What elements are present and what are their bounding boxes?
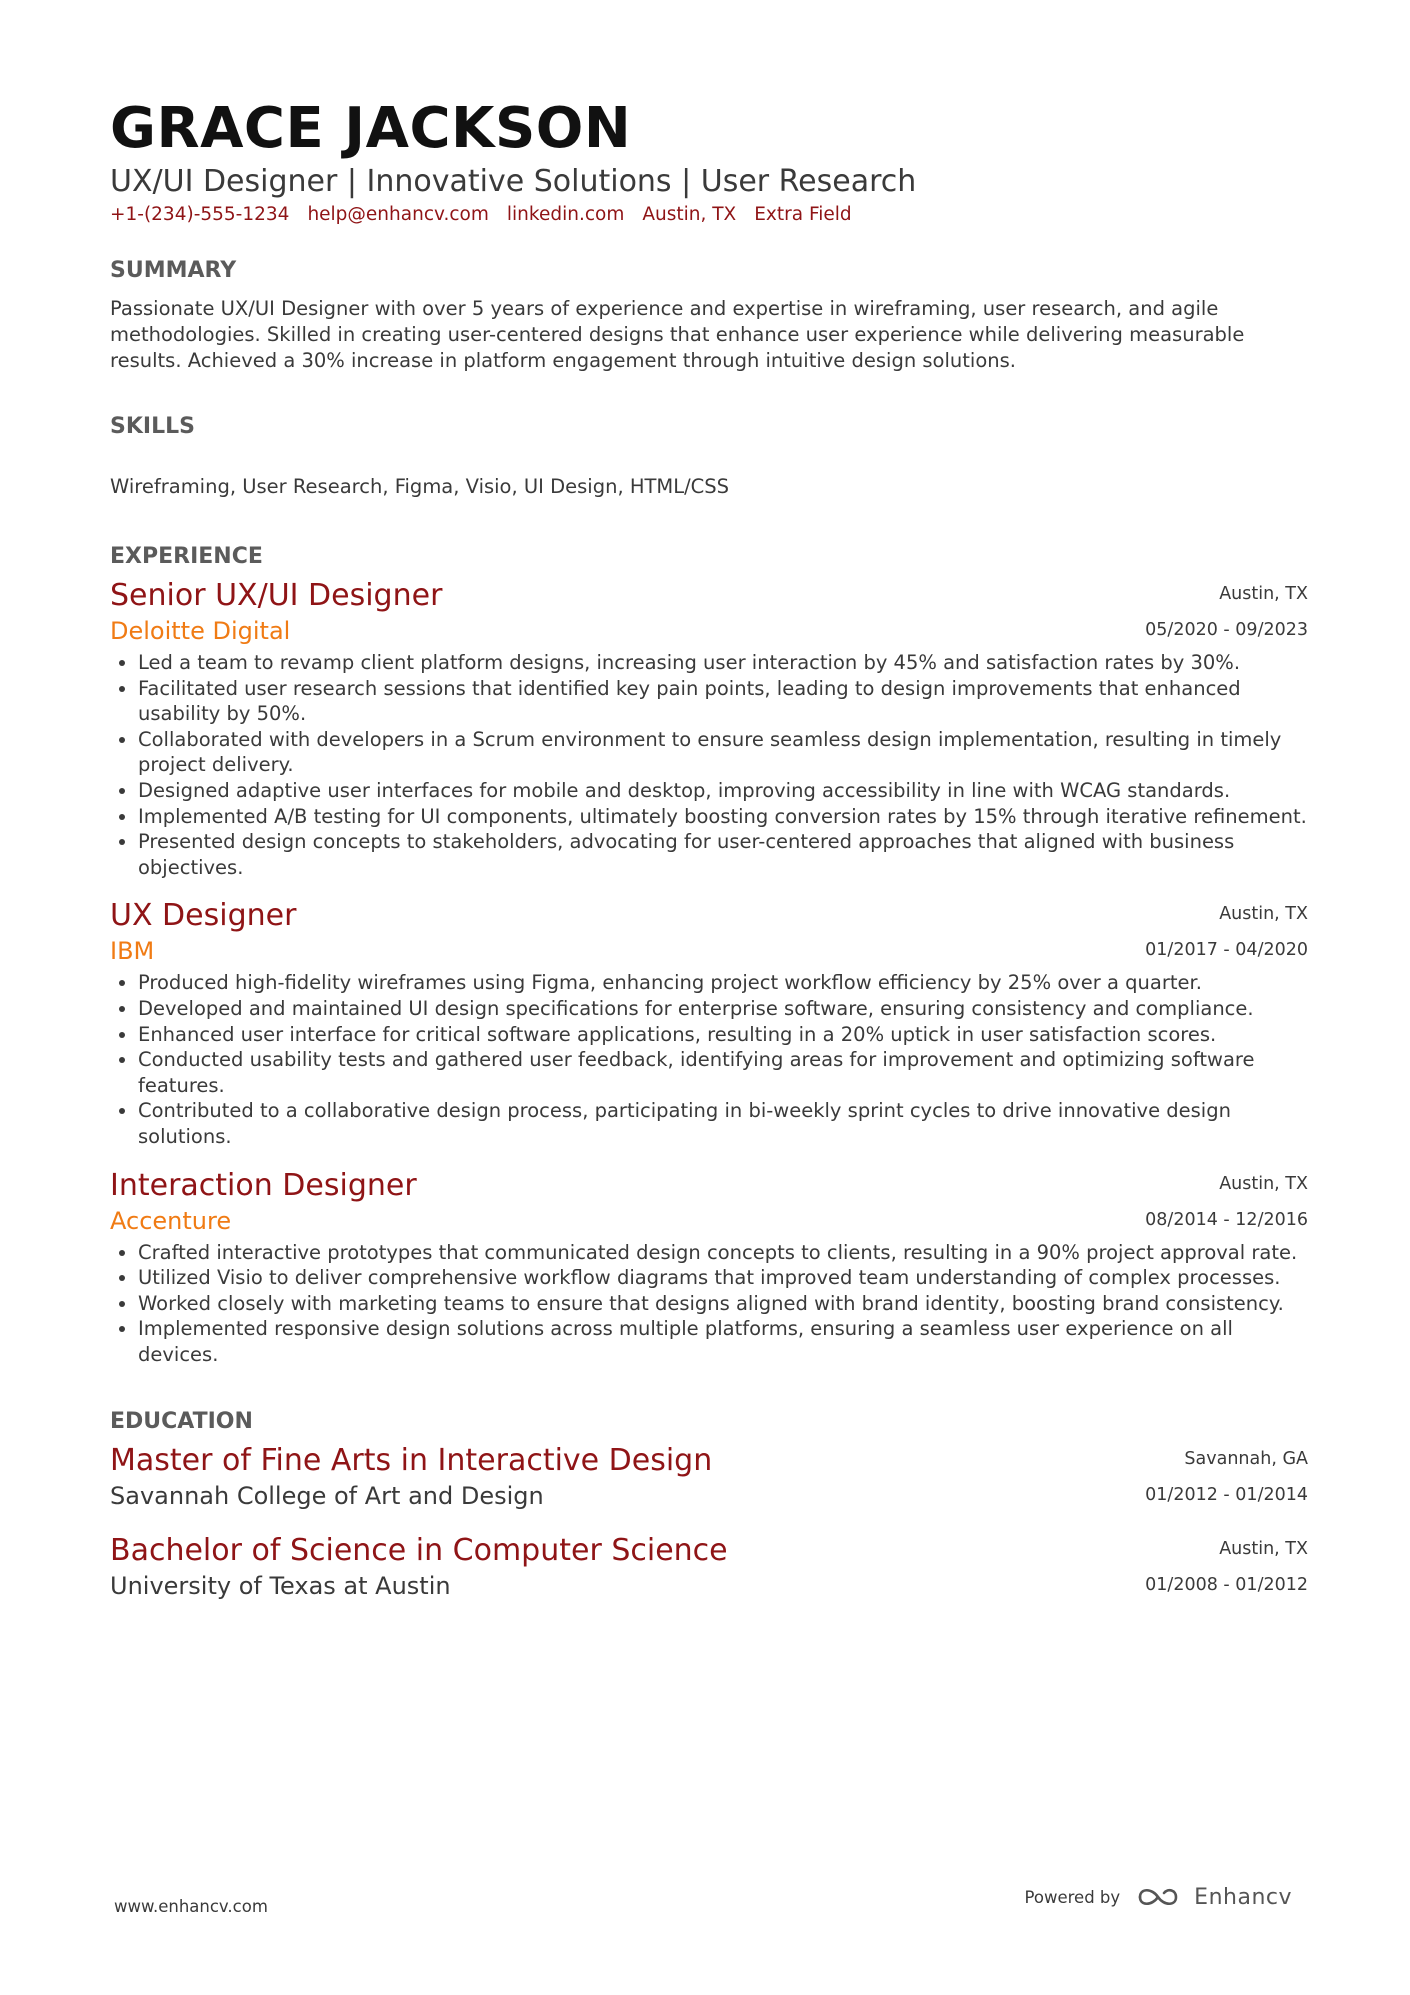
experience-entry	[110, 1166, 1308, 1368]
headline: UX/UI Designer | Innovative Solutions | User Research	[110, 164, 917, 199]
bullet-item: • Produced high-fidelity wireframes using Figma, enhancing project workflow efficiency by 25% over a quarter.	[138, 970, 1308, 996]
job-location: Austin, TX	[1219, 904, 1308, 925]
contact-email[interactable]: help@enhancv.com	[307, 204, 489, 225]
experience-entry	[110, 576, 1308, 880]
resume-page	[110, 96, 1308, 1603]
school-name: Savannah College of Art and Design	[110, 1482, 544, 1511]
education-section	[110, 1407, 1308, 1603]
footer-branding	[1025, 1884, 1292, 1910]
job-dates: 05/2020 - 09/2023	[1145, 620, 1308, 640]
contact-location: Austin, TX	[642, 204, 737, 225]
job-location: Austin, TX	[1219, 584, 1308, 604]
education-location: Austin, TX	[1219, 1539, 1308, 1560]
job-dates: 01/2017 - 04/2020	[1145, 940, 1308, 961]
enhancv-logo-icon	[1136, 1884, 1184, 1910]
contact-extra: Extra Field	[754, 204, 852, 225]
job-title: Interaction Designer	[110, 1167, 417, 1203]
powered-by-label: Powered by	[1024, 1887, 1121, 1907]
school-name: University of Texas at Austin	[110, 1572, 451, 1601]
degree-title: Master of Fine Arts in Interactive Design	[110, 1443, 713, 1479]
job-title: UX Designer	[110, 898, 297, 934]
summary-section	[110, 256, 1308, 374]
contact-linkedin[interactable]: linkedin.com	[506, 204, 625, 225]
company-name: IBM	[110, 937, 155, 966]
section-title-skills: SKILLS	[110, 414, 195, 439]
section-title-summary: SUMMARY	[110, 258, 237, 283]
education-entry	[110, 1531, 1308, 1603]
bullet-item: • Designed adaptive user interfaces for mobile and desktop, improving accessibility in line with WCAG standards.	[138, 778, 1308, 804]
contact-bar	[110, 202, 1308, 228]
bullet-item: • Presented design concepts to stakeholders, advocating for user-centered approaches that aligned with business objectives.	[138, 829, 1308, 880]
brand-logo[interactable]	[1136, 1884, 1292, 1910]
bullet-item: • Developed and maintained UI design specifications for enterprise software, ensuring consistency and compliance.	[138, 996, 1308, 1022]
bullet-item: • Facilitated user research sessions that identified key pain points, leading to design improvements that enhanced usability by 50%.	[138, 676, 1308, 727]
job-location: Austin, TX	[1219, 1173, 1308, 1194]
footer-website-link[interactable]: www.enhancv.com	[114, 1897, 268, 1916]
company-name: Accenture	[110, 1206, 232, 1235]
job-dates: 08/2014 - 12/2016	[1145, 1209, 1308, 1230]
contact-phone[interactable]: +1-(234)-555-1234	[110, 204, 290, 225]
brand-name: Enhancv	[1194, 1884, 1292, 1910]
bullet-item: • Implemented responsive design solutions across multiple platforms, ensuring a seamless user experience on all devices.	[138, 1316, 1308, 1367]
company-name: Deloitte Digital	[110, 617, 291, 645]
bullet-item: • Contributed to a collaborative design process, participating in bi-weekly sprint cycles to drive innovative design solutions.	[138, 1098, 1308, 1149]
bullet-item: • Utilized Visio to deliver comprehensive workflow diagrams that improved team understanding of complex processes.	[138, 1265, 1308, 1291]
summary-text: Passionate UX/UI Designer with over 5 years of experience and expertise in wireframing, user research, and agile methodologies. Skilled in creating user-centered designs that enhance user experience while delivering measurable results. Achieved a 30% increase in platform engagement through intuitive design solutions.	[110, 297, 1245, 372]
job-bullets	[110, 1240, 1308, 1368]
education-entry	[110, 1441, 1308, 1513]
education-dates: 01/2008 - 01/2012	[1145, 1575, 1308, 1596]
bullet-item: • Worked closely with marketing teams to ensure that designs aligned with brand identity, boosting brand consistency.	[138, 1291, 1308, 1317]
bullet-item: • Enhanced user interface for critical software applications, resulting in a 20% uptick in user satisfaction scores.	[138, 1022, 1308, 1048]
candidate-name: GRACE JACKSON	[110, 96, 632, 161]
job-bullets	[110, 970, 1308, 1149]
education-location: Savannah, GA	[1184, 1449, 1308, 1470]
bullet-item: • Collaborated with developers in a Scrum environment to ensure seamless design implementation, resulting in timely project delivery.	[138, 727, 1308, 778]
bullet-item: • Conducted usability tests and gathered user feedback, identifying areas for improvement and optimizing software features.	[138, 1047, 1308, 1098]
bullet-item: • Crafted interactive prototypes that communicated design concepts to clients, resulting in a 90% project approval rate.	[138, 1240, 1308, 1266]
section-title-education: EDUCATION	[110, 1409, 253, 1435]
job-title: Senior UX/UI Designer	[110, 578, 443, 613]
skills-section	[110, 412, 1308, 500]
experience-section	[110, 542, 1308, 1367]
bullet-item: • Implemented A/B testing for UI components, ultimately boosting conversion rates by 15% through iterative refinement.	[138, 804, 1308, 830]
section-title-experience: EXPERIENCE	[110, 544, 263, 569]
experience-entry	[110, 896, 1308, 1149]
skills-list: Wireframing, User Research, Figma, Visio, UI Design, HTML/CSS	[110, 475, 730, 498]
job-bullets	[110, 650, 1308, 880]
education-dates: 01/2012 - 01/2014	[1145, 1485, 1308, 1506]
bullet-item: • Led a team to revamp client platform designs, increasing user interaction by 45% and satisfaction rates by 30%.	[138, 650, 1308, 676]
degree-title: Bachelor of Science in Computer Science	[110, 1533, 728, 1569]
